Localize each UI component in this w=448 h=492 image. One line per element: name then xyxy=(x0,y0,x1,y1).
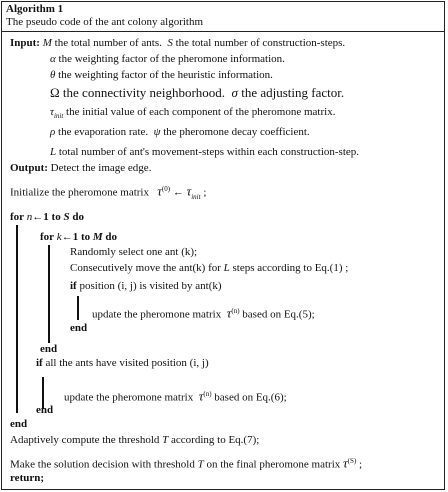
keyword-for: for xyxy=(10,211,25,223)
var-n: n xyxy=(26,211,33,223)
keyword-do: do xyxy=(72,211,84,223)
symbol-alpha: α xyxy=(50,53,56,65)
symbol-tau: τ xyxy=(50,106,54,118)
output-label: Output: xyxy=(10,162,48,174)
if-condition: position (i, j) is visited by ant(k) xyxy=(76,280,222,292)
symbol-theta: θ xyxy=(50,69,56,81)
symbol-psi: ψ xyxy=(153,126,161,138)
input-desc: the initial value of each component of the pheromone matrix. xyxy=(63,106,336,118)
input-desc: the adjusting factor. xyxy=(237,85,345,100)
update-6-line xyxy=(64,388,287,405)
symbol-omega: Ω xyxy=(50,85,60,100)
tau-sup: (n) xyxy=(203,390,212,398)
threshold-line xyxy=(10,434,259,447)
update-text: update the pheromone matrix xyxy=(92,308,222,321)
output-line xyxy=(10,162,151,175)
keyword-if: if xyxy=(36,357,43,369)
tau-sub: init xyxy=(191,192,201,201)
symbol-S: S xyxy=(167,37,173,49)
semicolon: ; xyxy=(200,186,207,199)
threshold-text: Adaptively compute the threshold xyxy=(10,434,160,446)
init-text: Initialize the pheromone matrix xyxy=(10,186,149,199)
algorithm-title: Algorithm 1 xyxy=(6,3,64,15)
tau-sup: (n) xyxy=(231,307,240,315)
move-text: Consecutively move the ant(k) for xyxy=(70,262,221,274)
move-text: steps according to Eq.(1) ; xyxy=(229,262,349,274)
tau-symbol: τ xyxy=(198,388,204,404)
for-k-line xyxy=(40,231,117,244)
for-n-line xyxy=(10,211,84,224)
if-position-line xyxy=(70,280,222,293)
init-line xyxy=(10,183,206,204)
tau-symbol: τ xyxy=(343,455,348,471)
input-desc: the pheromone decay coefficient. xyxy=(160,126,310,138)
input-desc: the weighting factor of the pheromone information. xyxy=(55,53,285,65)
output-desc: Detect the image edge. xyxy=(47,162,152,174)
input-line-1 xyxy=(10,37,345,50)
loop-range: ←1 to xyxy=(61,231,91,243)
semicolon: ; xyxy=(356,458,363,471)
update-text: based on Eq.(6); xyxy=(211,391,287,404)
end-for-n: end xyxy=(10,418,28,430)
update-text: based on Eq.(5); xyxy=(239,308,315,321)
input-desc: the total number of ants. xyxy=(51,37,162,49)
tau-sup: (0) xyxy=(161,185,171,193)
symbol-M: M xyxy=(42,37,52,49)
input-line-3 xyxy=(50,69,273,82)
keyword-if: if xyxy=(70,280,77,292)
update-text: update the pheromone matrix xyxy=(64,391,194,404)
tau-symbol: τ xyxy=(186,183,192,199)
symbol-tau-sub: init xyxy=(53,112,64,121)
var-L: L xyxy=(223,262,230,274)
decision-text: Make the solution decision with threshold xyxy=(10,458,195,471)
return-line: return; xyxy=(10,472,45,484)
var-T: T xyxy=(197,458,204,471)
input-line-6 xyxy=(50,126,310,139)
if-position-block-bar xyxy=(77,296,79,320)
move-line xyxy=(70,262,348,275)
end-if-position: end xyxy=(70,322,88,334)
if-condition: all the ants have visited position (i, j) xyxy=(42,357,209,369)
for-k-block-bar xyxy=(48,245,50,343)
keyword-do: do xyxy=(105,231,118,243)
end-for-k: end xyxy=(40,343,58,355)
threshold-text: according to Eq.(7); xyxy=(168,434,260,446)
tau-symbol: τ xyxy=(157,183,162,199)
input-desc: the weighting factor of the heuristic information. xyxy=(55,69,273,81)
decision-line xyxy=(10,455,362,472)
var-T: T xyxy=(162,434,169,446)
update-5-line xyxy=(92,305,315,322)
input-desc: the evaporation rate. xyxy=(55,126,149,138)
input-desc: total number of ant's movement-steps within each construction-step. xyxy=(56,146,360,158)
end-if-all: end xyxy=(36,404,54,416)
keyword-for: for xyxy=(40,231,55,243)
var-k: k xyxy=(56,231,62,243)
for-n-block-bar xyxy=(16,225,18,413)
title-divider xyxy=(2,31,444,32)
tau-sup: (S) xyxy=(347,457,357,465)
symbol-sigma: σ xyxy=(231,85,238,100)
select-line: Randomly select one ant (k); xyxy=(70,246,198,258)
algorithm-subtitle: The pseudo code of the ant colony algorithm xyxy=(6,16,204,28)
input-line-5 xyxy=(50,106,335,123)
var-S: S xyxy=(63,211,70,223)
input-desc: the connectivity neighborhood. xyxy=(59,85,226,100)
input-label: Input: xyxy=(10,37,40,49)
input-line-2 xyxy=(50,53,285,66)
decision-text: on the final pheromone matrix xyxy=(203,458,341,471)
loop-range: ←1 to xyxy=(32,211,61,223)
input-desc: the total number of construction-steps. xyxy=(172,37,346,49)
input-line-7 xyxy=(50,146,359,159)
symbol-L: L xyxy=(50,146,57,158)
if-all-line xyxy=(36,357,209,370)
input-line-4 xyxy=(50,86,344,99)
var-M: M xyxy=(92,231,103,243)
tau-symbol: τ xyxy=(226,305,232,321)
symbol-rho: ρ xyxy=(50,126,56,138)
arrow: ← xyxy=(172,186,184,199)
